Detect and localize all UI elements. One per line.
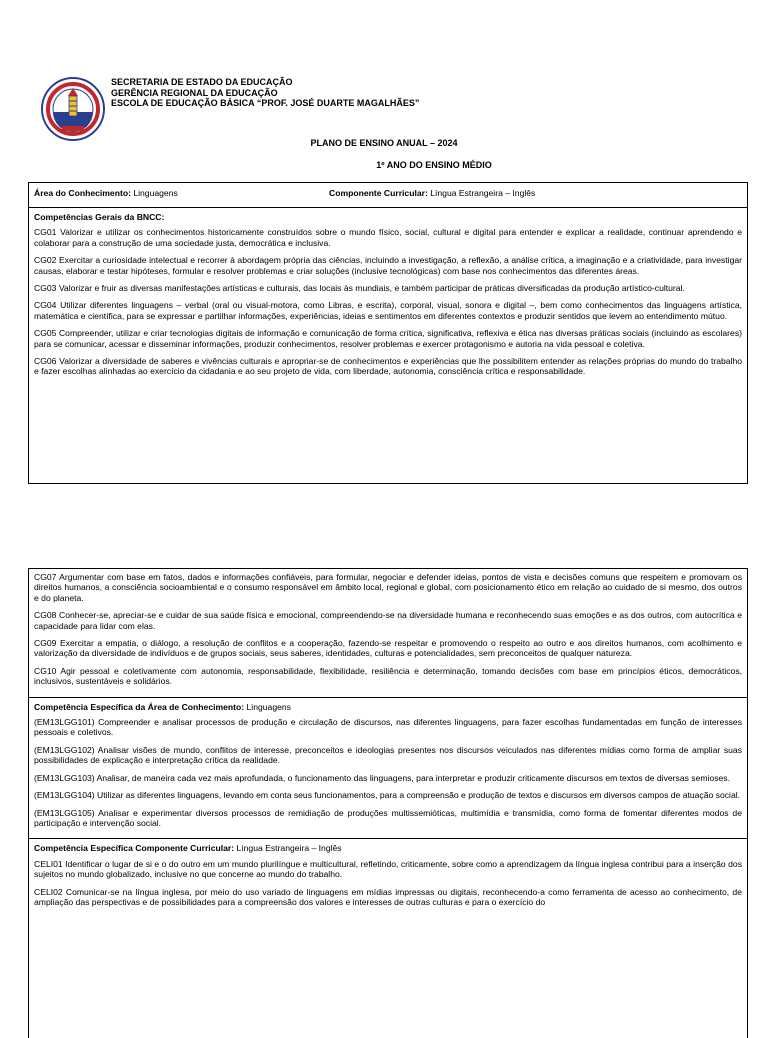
competency-celi02: CELI02 Comunicar-se na língua inglesa, por meio do uso variado de linguagens em mídias impressas ou digitais, reconhecendo-a como ferramenta de acesso ao conhecimento, de ampliação das perspectivas e de possibilidades para a compreensão dos valores e interesses de outras culturas e para o exercício do <box>34 886 742 907</box>
competency-cg02: CG02 Exercitar a curiosidade intelectual e recorrer à abordagem própria das ciências, incluindo a investigação, a reflexão, a análise crítica, a imaginação e a criatividade, para investigar causas, elaborar e testar hipóteses, formular e resolver problemas e criar soluções (inclusive tecnológicas) com base nos conhecimentos das diferentes áreas. <box>34 255 742 276</box>
competency-cg09: CG09 Exercitar a empatia, o diálogo, a resolução de conflitos e a cooperação, fazendo-se respeitar e promovendo o respeito ao outro e aos direitos humanos, com acolhimento e valorização da diversidade de indivíduos e de grupos sociais, seus saberes, identidades, culturas e potencialidades, sem preconceitos de qualquer natureza. <box>34 638 742 659</box>
bncc-heading: Competências Gerais da BNCC: <box>34 212 165 222</box>
area-specific-section <box>29 698 747 829</box>
competency-cg06: CG06 Valorizar a diversidade de saberes e vivências culturais e apropriar-se de conhecimentos e experiências que lhe possibilitem entender as relações próprias do mundo do trabalho e fazer escolhas alinhadas ao exercício da cidadania e ao seu projeto de vida, com liberdade, autonomia, consciência crítica e responsabilidade. <box>34 356 742 377</box>
competency-cg08: CG08 Conhecer-se, apreciar-se e cuidar de sua saúde física e emocional, compreendendo-se na diversidade humana e reconhecendo suas emoções e as dos outros, com autocrítica e capacidade para lidar com elas. <box>34 610 742 631</box>
area-specific-heading <box>34 702 742 712</box>
competency-cg03: CG03 Valorizar e fruir as diversas manifestações artísticas e culturais, das locais às mundiais, e também participar de práticas diversificadas da produção artístico-cultural. <box>34 283 685 294</box>
school-seal-icon <box>40 76 106 142</box>
area-label: Área do Conhecimento: <box>34 188 131 198</box>
competency-cg07: CG07 Argumentar com base em fatos, dados e informações confiáveis, para formular, negociar e defender ideias, pontos de vista e decisões comuns que respeitem e promovam os direitos humanos, a consciência socioambiental e o consumo responsável em âmbito local, regional e global, com posicionamento ético em relação ao cuidado de si mesmo, dos outros e do planeta. <box>34 572 742 603</box>
component-value: Língua Estrangeira – Inglês <box>430 188 536 198</box>
competencies-table-part1 <box>28 182 748 484</box>
header-row <box>29 183 747 208</box>
area-specific-label: Competência Específica da Área de Conhecimento: <box>34 701 245 712</box>
skill-em13lgg102: (EM13LGG102) Analisar visões de mundo, conflitos de interesse, preconceitos e ideologias presentes nos discursos veiculados nas diferentes mídias como forma de ampliar suas possibilidades de explicação e interpretação crítica da realidade. <box>34 744 742 766</box>
bncc-section <box>29 208 747 377</box>
letterhead-line-escola: ESCOLA DE EDUCAÇÃO BÁSICA “PROF. JOSÉ DUARTE MAGALHÃES” <box>111 98 420 109</box>
page-gap <box>0 540 768 560</box>
bncc-continued-section <box>29 569 747 687</box>
competency-cg01: CG01 Valorizar e utilizar os conhecimentos historicamente construídos sobre o mundo físico, social, cultural e digital para entender e explicar a realidade, continuar aprendendo e colaborar para a construção de uma sociedade justa, democrática e inclusiva. <box>34 227 742 248</box>
letterhead-line-secretaria: SECRETARIA DE ESTADO DA EDUCAÇÃO <box>111 77 293 87</box>
grade-title: 1º ANO DO ENSINO MÉDIO <box>376 160 492 170</box>
component-specific-section <box>29 839 747 907</box>
component-cell <box>329 188 535 198</box>
competency-cg10: CG10 Agir pessoal e coletivamente com autonomia, responsabilidade, flexibilidade, resiliência e determinação, tomando decisões com base em princípios éticos, democráticos, inclusivos, sustentáveis e solidários. <box>34 665 742 687</box>
area-cell <box>34 188 178 198</box>
component-specific-label: Competência Específica Componente Curricular: <box>34 843 235 854</box>
letterhead-line-gerencia: GERÊNCIA REGIONAL DA EDUCAÇÃO <box>111 87 278 98</box>
letterhead-text <box>111 77 419 109</box>
competency-celi01: CELI01 Identificar o lugar de si e o do outro em um mundo plurilíngue e multicultural, refletindo, criticamente, sobre como a aprendizagem da língua inglesa contribui para a inserção dos sujeitos no mundo globalizado, inclusive no que concerne ao mundo do trabalho. <box>34 858 742 880</box>
competencies-table-part2 <box>28 568 748 1038</box>
component-specific-value: Língua Estrangeira – Inglês <box>236 843 342 854</box>
plan-title: PLANO DE ENSINO ANUAL – 2024 <box>310 138 458 148</box>
letterhead <box>40 74 740 144</box>
area-value: Linguagens <box>133 188 178 198</box>
competency-cg04: CG04 Utilizar diferentes linguagens – verbal (oral ou visual-motora, como Libras, e escrita), corporal, visual, sonora e digital –, bem como conhecimentos das linguagens artística, matemática e científica, para se expressar e partilhar informações, experiências, ideias e sentimentos em diferentes contextos e produzir sentidos que levem ao entendimento mútuo. <box>34 300 742 321</box>
component-label: Componente Curricular: <box>329 188 428 198</box>
skill-em13lgg104: (EM13LGG104) Utilizar as diferentes linguagens, levando em conta seus funcionamentos, para a compreensão e produção de textos e discursos em diversos campos de atuação social. <box>34 790 741 801</box>
area-specific-value: Linguagens <box>246 701 291 712</box>
page-two <box>0 560 768 1024</box>
competency-cg05: CG05 Compreender, utilizar e criar tecnologias digitais de informação e comunicação de forma crítica, significativa, reflexiva e ética nas diversas práticas sociais (incluindo as escolares) para se comunicar, acessar e disseminar informações, produzir conhecimentos, resolver problemas e exercer protagonismo e autoria na vida pessoal e coletiva. <box>34 328 742 349</box>
skill-em13lgg105: (EM13LGG105) Analisar e experimentar diversos processos de remidiação de produções multissemióticas, multimídia e transmídia, como forma de fomentar diferentes modos de participação e intervenção social. <box>34 807 742 828</box>
skill-em13lgg101: (EM13LGG101) Compreender e analisar processos de produção e circulação de discursos, nas diferentes linguagens, para fazer escolhas fundamentadas em função de interesses pessoais e coletivos. <box>34 717 742 738</box>
skill-em13lgg103: (EM13LGG103) Analisar, de maneira cada vez mais aprofundada, o funcionamento das linguagens, para interpretar e produzir criticamente discursos em textos de diversas semioses. <box>34 772 730 783</box>
component-specific-heading <box>34 843 742 853</box>
